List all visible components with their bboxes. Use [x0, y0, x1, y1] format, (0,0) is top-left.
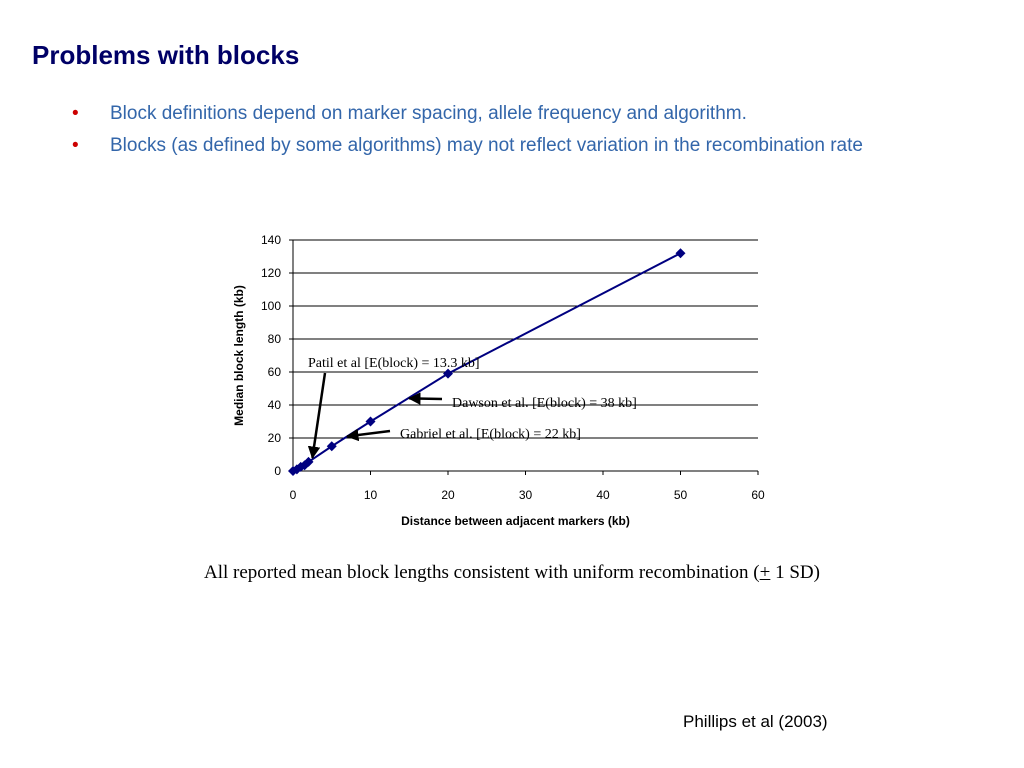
x-tick-label: 40	[596, 488, 610, 502]
chart-caption	[0, 562, 1024, 584]
annotation-label: Gabriel et al. [E(block) = 22 kb]	[400, 427, 581, 442]
y-tick-label: 0	[274, 464, 281, 478]
bullet-marker: •	[72, 135, 79, 156]
x-tick-label: 0	[289, 488, 297, 502]
y-tick-label: 80	[267, 332, 281, 346]
caption-suffix: 1 SD)	[770, 562, 820, 583]
y-tick-label: 120	[260, 266, 281, 280]
data-point	[366, 417, 376, 427]
caption-plus-minus: +	[759, 562, 771, 583]
x-tick-label: 20	[441, 488, 455, 502]
bullet-text: Blocks (as defined by some algorithms) may not reflect variation in the recombination rate	[110, 135, 863, 156]
annotation-arrow	[312, 373, 325, 458]
x-tick-label: 10	[363, 488, 378, 502]
slide-title: Problems with blocks	[32, 40, 300, 70]
y-tick-label: 40	[267, 398, 281, 412]
annotation-label: Patil et al [E(block) = 13.3 kb]	[308, 356, 480, 371]
x-axis-title: Distance between adjacent markers (kb)	[401, 514, 630, 528]
y-axis-title: Median block length (kb)	[232, 285, 246, 426]
citation: Phillips et al (2003)	[683, 712, 828, 731]
x-tick-label: 60	[751, 488, 765, 502]
y-tick-label: 60	[267, 365, 281, 379]
y-tick-label: 140	[260, 233, 281, 247]
bullet-marker: •	[72, 103, 79, 124]
annotation-label: Dawson et al. [E(block) = 38 kb]	[452, 396, 637, 411]
annotation-arrow	[409, 398, 442, 399]
x-tick-label: 30	[518, 488, 533, 502]
y-tick-label: 100	[260, 299, 281, 313]
x-tick-label: 50	[673, 488, 688, 502]
bullet-text: Block definitions depend on marker spacing, allele frequency and algorithm.	[110, 103, 747, 124]
data-point	[676, 248, 686, 258]
y-tick-label: 20	[267, 431, 281, 445]
caption-prefix: All reported mean block lengths consistent with uniform recombination (	[204, 562, 760, 583]
